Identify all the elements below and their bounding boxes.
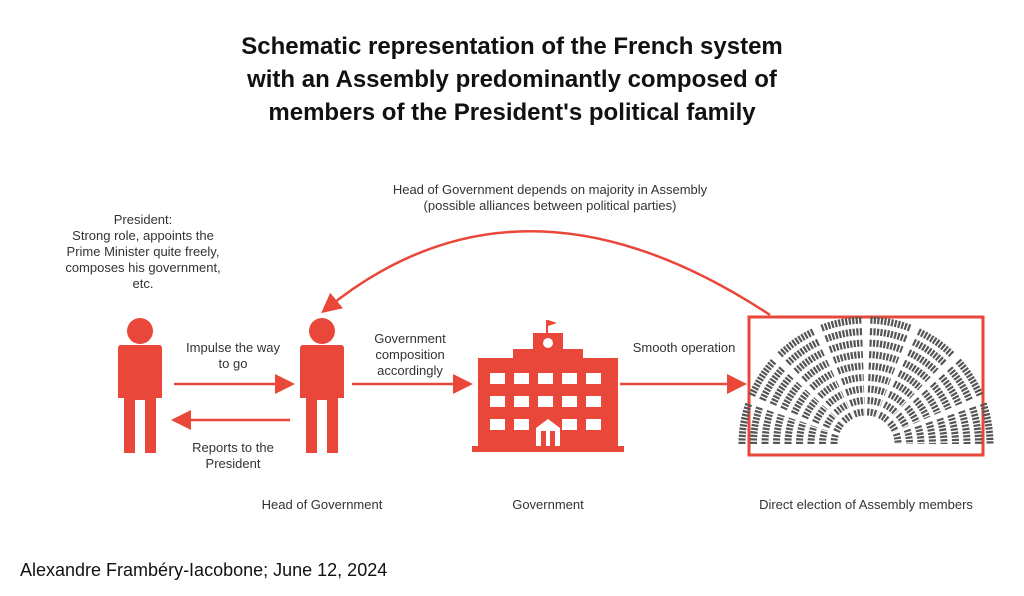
assembly-seat-row <box>896 434 898 444</box>
assembly-seat-row <box>894 384 912 397</box>
assembly-seat-row <box>815 407 825 422</box>
reports-line-2: President <box>205 456 261 471</box>
majority-dependency-label <box>340 182 760 214</box>
president-note-line-5: etc. <box>132 276 154 291</box>
assembly-seat-row <box>826 415 834 427</box>
assembly-seat-row <box>940 419 944 444</box>
president-note <box>58 212 228 292</box>
assembly-seat-row <box>830 343 863 350</box>
assembly-seat-row <box>915 400 927 419</box>
assembly-seat-row <box>838 366 863 371</box>
president-note-line-4: composes his government, <box>65 260 221 275</box>
impulse-line-1: Impulse the way <box>186 340 280 355</box>
head-of-government-text: Head of Government <box>261 497 383 512</box>
assembly-seat-row <box>869 366 894 371</box>
government-text: Government <box>512 497 584 512</box>
reports-label <box>168 440 298 472</box>
reports-line-1: Reports to the <box>192 440 274 455</box>
assembly-seat-row <box>929 422 933 444</box>
assembly-seat-row <box>941 376 959 404</box>
majority-dependency-line-1: Head of Government depends on majority in Assembly <box>392 182 708 197</box>
composition-line-3: accordingly <box>377 363 443 378</box>
assembly-text: Direct election of Assembly members <box>759 497 973 512</box>
assembly-seat-row <box>972 407 978 444</box>
assembly-seat-row <box>822 320 862 328</box>
title-line-2: with an Assembly predominantly composed of <box>247 66 777 93</box>
composition-line-2: composition <box>375 347 445 362</box>
assembly-seat-row <box>823 430 825 444</box>
attribution-caption: Alexandre Frambéry-Iacobone; June 12, 2024 <box>20 560 388 580</box>
assembly-seat-row <box>804 363 828 380</box>
majority-dependency-line-2: (possible alliances between political parties) <box>423 198 677 213</box>
smooth-operation-text: Smooth operation <box>632 340 736 355</box>
assembly-seat-row <box>907 407 917 422</box>
assembly-seat-row <box>844 415 853 421</box>
assembly-seat-row <box>907 430 909 444</box>
president-person-icon <box>118 318 162 453</box>
assembly-seat-row <box>868 401 882 404</box>
smooth-operation-label <box>614 340 754 356</box>
president-note-line-3: Prime Minister quite freely, <box>66 244 220 259</box>
assembly-seat-row <box>765 411 771 444</box>
assembly-seat-row <box>870 343 903 350</box>
assembly-seat-row <box>805 400 817 419</box>
impulse-label <box>168 340 298 372</box>
assembly-seat-row <box>867 412 877 414</box>
assembly-seat-row <box>788 419 792 444</box>
assembly-seat-row <box>828 394 843 404</box>
assembly-seat-row <box>962 411 968 444</box>
assembly-seat-row <box>777 415 782 444</box>
assembly-seat-row <box>868 389 886 393</box>
president-note-line-2: Strong role, appoints the <box>72 228 214 243</box>
assembly-seat-row <box>842 378 864 382</box>
head-of-government-person-icon <box>300 318 344 453</box>
assembly-hemicycle-icon <box>742 320 990 444</box>
assembly-seat-row <box>868 378 890 382</box>
assembly-seat-row <box>855 412 865 414</box>
assembly-seat-row <box>904 363 928 380</box>
title-line-1: Schematic representation of the French system <box>241 33 783 60</box>
assembly-seat-row <box>811 426 814 444</box>
assembly-seat-row <box>889 394 904 404</box>
assembly-seat-row <box>880 415 889 421</box>
assembly-seat-row <box>890 423 896 432</box>
assembly-label <box>736 497 996 513</box>
government-label <box>488 497 608 513</box>
impulse-line-2: to go <box>218 356 248 371</box>
government-building-icon <box>472 320 624 452</box>
title-line-3: members of the President's political family <box>268 99 756 126</box>
assembly-seat-row <box>753 407 759 444</box>
assembly-seat-row <box>837 423 843 432</box>
assembly-seat-row <box>834 434 836 444</box>
assembly-seat-row <box>846 389 864 393</box>
assembly-seat-row <box>850 401 864 404</box>
composition-label <box>355 331 465 379</box>
assembly-seat-row <box>898 415 906 427</box>
assembly-seat-row <box>870 320 910 328</box>
head-of-government-label <box>232 497 412 513</box>
assembly-seat-row <box>951 415 956 444</box>
president-note-line-1: President: <box>113 212 173 227</box>
assembly-seat-row <box>869 355 898 361</box>
majority-dependency-arrow <box>325 231 770 315</box>
assembly-seat-row <box>799 422 803 444</box>
assembly-seat-row <box>918 426 921 444</box>
assembly-seat-row <box>834 355 863 361</box>
assembly-seat-row <box>773 376 791 404</box>
assembly-seat-row <box>870 332 906 339</box>
assembly-seat-row <box>826 332 862 339</box>
composition-line-1: Government <box>374 331 446 346</box>
assembly-seat-row <box>836 405 848 413</box>
assembly-seat-row <box>884 405 896 413</box>
